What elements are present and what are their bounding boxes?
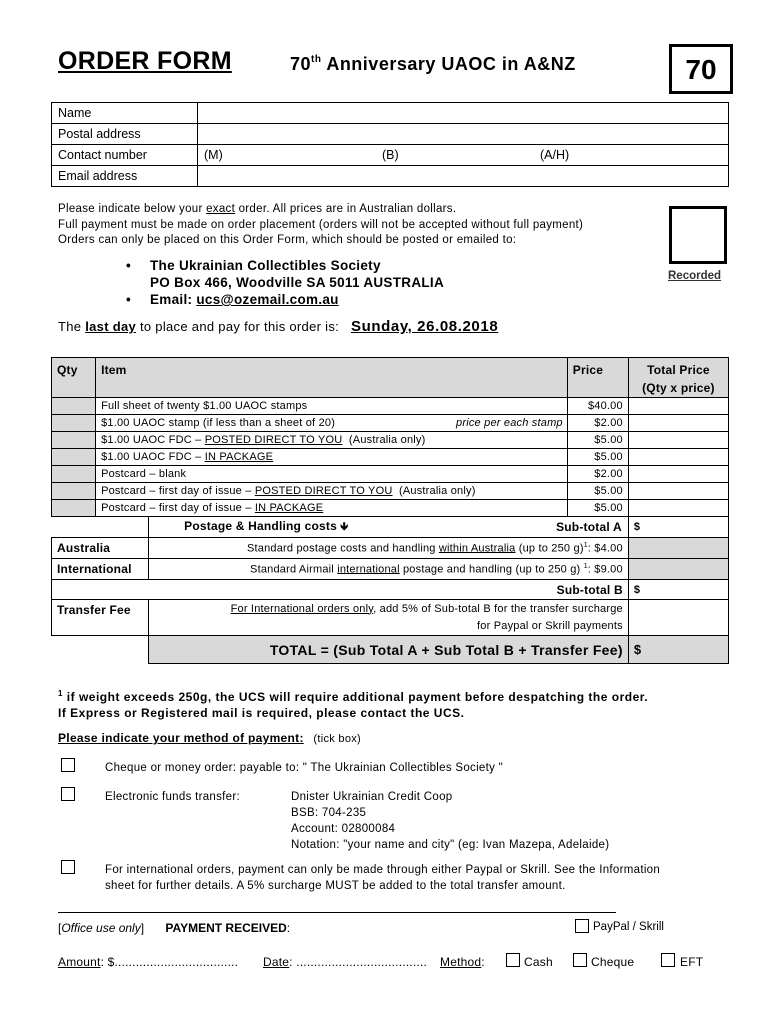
item-header: Item bbox=[96, 358, 568, 398]
recorded-stamp-box bbox=[669, 206, 727, 264]
cheque-method-checkbox[interactable] bbox=[573, 953, 587, 967]
payment-method-title: Please indicate your method of payment: bbox=[58, 731, 304, 745]
subtotal-b-field[interactable]: $ bbox=[628, 580, 728, 600]
item-price: $5.00 bbox=[567, 432, 628, 449]
society-address bbox=[126, 257, 445, 308]
subtotal-a-row bbox=[52, 517, 729, 538]
contact-details-table bbox=[51, 102, 729, 187]
total-price-input[interactable] bbox=[628, 432, 728, 449]
cheque-option-label: Cheque or money order: payable to: " The Ukrainian Collectibles Society " bbox=[105, 762, 504, 774]
bank-name: Dnister Ukrainian Credit Coop bbox=[291, 791, 453, 803]
total-price-input[interactable] bbox=[628, 466, 728, 483]
transfer-fee-label: Transfer Fee bbox=[52, 600, 149, 636]
subtotal-b-label: Sub-total B bbox=[52, 580, 629, 600]
society-email-link[interactable]: ucs@ozemail.com.au bbox=[196, 292, 339, 307]
total-price-input[interactable] bbox=[628, 398, 728, 415]
order-instructions bbox=[58, 202, 583, 249]
postal-address-field[interactable] bbox=[198, 124, 729, 145]
society-name: The Ukrainian Collectibles Society bbox=[150, 258, 381, 273]
grand-total-row bbox=[52, 636, 729, 664]
qty-input[interactable] bbox=[52, 466, 96, 483]
tick-box-hint: (tick box) bbox=[313, 733, 362, 745]
footnote-marker: 1 bbox=[58, 689, 63, 698]
subtitle-number: 70 bbox=[290, 54, 312, 74]
postage-label: Postage & Handling costs bbox=[184, 518, 337, 533]
cheque-method-label: Cheque bbox=[591, 955, 635, 969]
postage-international-row bbox=[52, 559, 729, 580]
qty-input[interactable] bbox=[52, 415, 96, 432]
instruction-line: Please indicate below your exact order. All prices are in Australian dollars. bbox=[58, 203, 457, 215]
amount-field[interactable]: Amount: $................................... bbox=[58, 955, 239, 969]
bank-account: Account: 02800084 bbox=[291, 823, 396, 835]
international-label: International bbox=[52, 559, 149, 580]
qty-input[interactable] bbox=[52, 449, 96, 466]
eft-checkbox[interactable] bbox=[61, 787, 75, 801]
total-price-input[interactable] bbox=[628, 415, 728, 432]
paypal-skrill-label: PayPal / Skrill bbox=[593, 921, 664, 933]
qty-header: Qty bbox=[52, 358, 96, 398]
total-price-input[interactable] bbox=[628, 483, 728, 500]
australia-postage: Standard postage costs and handling within Australia (up to 250 g)$^1$: $4.00 bbox=[149, 538, 629, 559]
date-field[interactable]: Date: ..................................... bbox=[263, 955, 427, 969]
page-subtitle bbox=[290, 54, 576, 75]
subtotal-b-row bbox=[52, 580, 729, 600]
grand-total-label: TOTAL = (Sub Total A + Sub Total B + Transfer Fee) bbox=[149, 636, 629, 664]
last-day-emphasis: last day bbox=[85, 319, 137, 334]
per-stamp-note: price per each stamp bbox=[456, 417, 563, 429]
eft-option-label: Electronic funds transfer: bbox=[105, 791, 240, 803]
bank-details bbox=[291, 789, 609, 853]
total-price-header: Total Price (Qty x price) bbox=[628, 358, 728, 398]
postage-heading bbox=[149, 517, 629, 538]
item-description: $1.00 UAOC stamp (if less than a sheet of 20) price per each stamp bbox=[96, 415, 568, 432]
email-address-field[interactable] bbox=[198, 166, 729, 187]
business-label: (B) bbox=[382, 148, 399, 162]
item-description: Full sheet of twenty $1.00 UAOC stamps bbox=[96, 398, 568, 415]
payment-method-heading bbox=[58, 731, 361, 745]
table-row bbox=[52, 398, 729, 415]
amount-label: Amount bbox=[58, 955, 101, 969]
transfer-fee-description: For International orders only, add 5% of Sub-total B for the transfer surcharge for Paypal or Skrill payments bbox=[149, 600, 629, 636]
table-row bbox=[52, 466, 729, 483]
cash-checkbox[interactable] bbox=[506, 953, 520, 967]
bullet-icon: • bbox=[126, 258, 132, 273]
deadline-date: Sunday, 26.08.2018 bbox=[350, 318, 499, 335]
item-price: $5.00 bbox=[567, 500, 628, 517]
eft-method-checkbox[interactable] bbox=[661, 953, 675, 967]
subtotal-a-field[interactable]: $ bbox=[628, 517, 728, 538]
recorded-label: Recorded bbox=[668, 270, 722, 282]
office-divider bbox=[58, 912, 616, 913]
page-title: ORDER FORM bbox=[58, 47, 232, 75]
item-price: $2.00 bbox=[567, 466, 628, 483]
exact-emphasis: exact bbox=[206, 203, 236, 215]
qty-input[interactable] bbox=[52, 483, 96, 500]
table-row bbox=[52, 483, 729, 500]
office-use-line: [Office use only] PAYMENT RECEIVED: bbox=[58, 921, 291, 935]
qty-input[interactable] bbox=[52, 500, 96, 517]
item-description: Postcard – first day of issue – IN PACKAGE bbox=[96, 500, 568, 517]
after-hours-label: (A/H) bbox=[540, 148, 570, 162]
instruction-line: Full payment must be made on order placement (orders will not be accepted without full payment) bbox=[58, 218, 584, 231]
item-price: $5.00 bbox=[567, 449, 628, 466]
name-label: Name bbox=[52, 103, 198, 124]
item-description: $1.00 UAOC FDC – IN PACKAGE bbox=[96, 449, 568, 466]
bank-notation: Notation: "your name and city" (eg: Ivan Mazepa, Adelaide) bbox=[291, 839, 610, 851]
item-description: $1.00 UAOC FDC – POSTED DIRECT TO YOU (Australia only) bbox=[96, 432, 568, 449]
international-payment-note: For international orders, payment can only be made through either Paypal or Skrill. See the Information sheet for further details. A 5% surcharge MUST be added to the total transfer amount. bbox=[105, 864, 661, 892]
email-address-label: Email address bbox=[52, 166, 198, 187]
date-label: Date bbox=[263, 955, 290, 969]
international-postage: Standard Airmail international postage and handling (up to 250 g) $^1$: $9.00 bbox=[149, 559, 629, 580]
total-price-input[interactable] bbox=[628, 449, 728, 466]
qty-input[interactable] bbox=[52, 398, 96, 415]
down-arrow-icon: 🡻 bbox=[340, 520, 349, 533]
grand-total-field[interactable]: $ bbox=[628, 636, 728, 664]
australia-total-field[interactable] bbox=[628, 538, 728, 559]
eft-method-label: EFT bbox=[680, 955, 704, 969]
bullet-icon: • bbox=[126, 292, 132, 307]
cheque-checkbox[interactable] bbox=[61, 758, 75, 772]
table-row bbox=[52, 500, 729, 517]
item-description: Postcard – blank bbox=[96, 466, 568, 483]
contact-number-label: Contact number bbox=[52, 145, 198, 166]
method-label: Method: bbox=[440, 955, 485, 969]
table-row bbox=[52, 432, 729, 449]
postage-australia-row bbox=[52, 538, 729, 559]
australia-label: Australia bbox=[52, 538, 149, 559]
bank-bsb: BSB: 704-235 bbox=[291, 807, 367, 819]
office-use-label: Office use only bbox=[61, 921, 141, 935]
name-field[interactable] bbox=[198, 103, 729, 124]
item-description: Postcard – first day of issue – POSTED DIRECT TO YOU (Australia only) bbox=[96, 483, 568, 500]
society-po-box: PO Box 466, Woodville SA 5011 AUSTRALIA bbox=[150, 275, 445, 290]
subtotal-a-label: Sub-total A bbox=[556, 520, 622, 534]
table-row bbox=[52, 415, 729, 432]
table-row bbox=[52, 449, 729, 466]
item-price: $2.00 bbox=[567, 415, 628, 432]
cash-label: Cash bbox=[524, 955, 553, 969]
payment-received-label: PAYMENT RECEIVED bbox=[165, 921, 287, 935]
total-price-input[interactable] bbox=[628, 500, 728, 517]
item-price: $40.00 bbox=[567, 398, 628, 415]
weight-footnote: $^1$ if weight exceeds 250g, the UCS will require additional payment before despatching the order. If Express or Registered mail is required, please contact the UCS. bbox=[58, 689, 649, 720]
mobile-label: (M) bbox=[204, 148, 223, 162]
postal-address-label: Postal address bbox=[52, 124, 198, 145]
paypal-skrill-checkbox[interactable] bbox=[575, 919, 589, 933]
item-price: $5.00 bbox=[567, 483, 628, 500]
subtitle-ordinal: th bbox=[311, 54, 322, 65]
transfer-fee-row bbox=[52, 600, 729, 636]
transfer-fee-field[interactable] bbox=[628, 600, 728, 636]
anniversary-badge: 70 bbox=[669, 44, 733, 94]
instruction-line: Orders can only be placed on this Order Form, which should be posted or emailed to: bbox=[58, 234, 517, 246]
deadline-line: The last day to place and pay for this order is: Sunday, 26.08.2018 bbox=[58, 318, 499, 335]
contact-number-field[interactable] bbox=[198, 145, 729, 166]
international-payment-checkbox[interactable] bbox=[61, 860, 75, 874]
international-total-field[interactable] bbox=[628, 559, 728, 580]
price-header: Price bbox=[567, 358, 628, 398]
subtitle-text: Anniversary UAOC in A&NZ bbox=[321, 54, 576, 74]
qty-input[interactable] bbox=[52, 432, 96, 449]
email-label: Email: bbox=[150, 292, 197, 307]
order-items-table bbox=[51, 357, 729, 664]
